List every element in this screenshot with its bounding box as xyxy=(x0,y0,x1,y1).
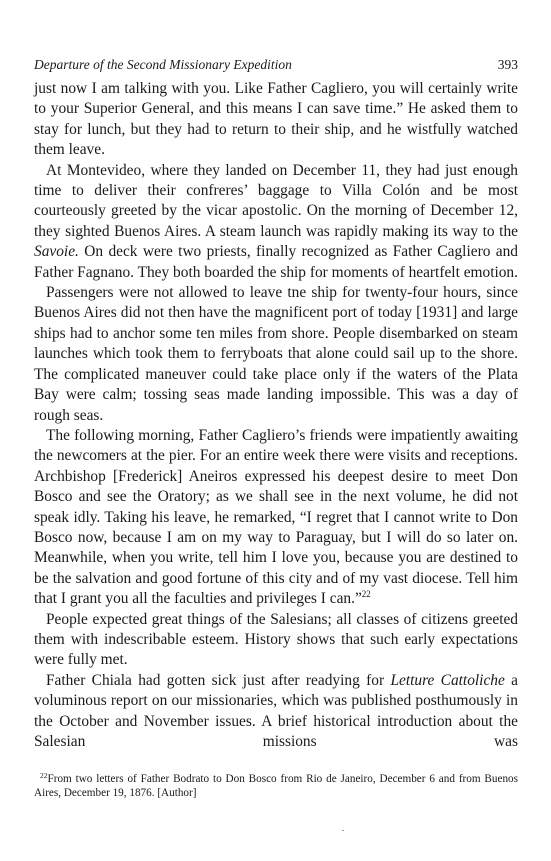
paragraph-3-text: Passengers were not allowed to leave tne ship for twenty-four hours, since Buenos Aires did not then have the magnificent port of today [1931] and large ships had to anchor some ten miles from shore. People disembarked on steam launches which took them to ferryboats that alone could sail up to the shore. The complicated maneuver could take place only if the waters of the Plata Bay were calm; tossing seas made landing impossible. This was a day of rough seas. xyxy=(34,284,518,424)
footnote-text: From two letters of Father Bodrato to Don Bosco from Rio de Janeiro, December 6 and from Buenos Aires, December 19, 1876. [Author] xyxy=(34,773,518,799)
running-head xyxy=(34,57,518,73)
body-text xyxy=(34,79,518,752)
paragraph-2-text-b: On deck were two priests, finally recognized as Father Cagliero and Father Fagnano. They both boarded the ship for moments of heartfelt emotion. xyxy=(34,243,518,281)
footnote-reference: 22 xyxy=(361,589,371,600)
page-number: 393 xyxy=(497,57,518,72)
running-title: Departure of the Second Missionary Expedition xyxy=(34,57,292,72)
footnote xyxy=(34,772,518,800)
footnote-mark: 22 xyxy=(40,771,48,780)
paragraph-1-text: just now I am talking with you. Like Father Cagliero, you will certainly write to your Superior General, and this means I can save time.” He asked them to stay for lunch, but they had to return to their ship, and he wistfully watched them leave. xyxy=(34,80,518,159)
paragraph-6 xyxy=(34,671,518,753)
paragraph-2-text-a: At Montevideo, where they landed on December 11, they had just enough time to deliver their confreres’ baggage to Villa Colón and be most courteously greeted by the vicar apostolic. On the morning of December 12, they sighted Buenos Aires. A steam launch was rapidly making its way to the xyxy=(34,161,518,240)
paragraph-6-text-a: Father Chiala had gotten sick just after readying for xyxy=(46,671,391,689)
ship-name: Savoie. xyxy=(34,243,79,261)
paragraph-4-text: The following morning, Father Cagliero’s friends were impatiently awaiting the newcomers at the pier. For an entire week there were visits and receptions. Archbishop [Frederick] Aneiros expressed his deepest desire to meet Don Bosco and see the Oratory; as we shall see in the next volume, he did not speak idly. Taking his leave, he remarked, “I regret that I cannot write to Don Bosco now, because I am on my way to Paraguay, but I will do so later on. Meanwhile, when you write, tell him I love you, because you are destined to be the salvation and good fortune of this city and of my vast diocese. Tell him that I grant you all the faculties and privileges I can.” xyxy=(34,426,518,608)
paragraph-4 xyxy=(34,426,518,610)
paragraph-1 xyxy=(34,79,518,161)
paragraph-3 xyxy=(34,283,518,426)
publication-title: Letture Cattoliche xyxy=(390,671,505,689)
page-speck xyxy=(342,830,344,831)
paragraph-6-text-b: a voluminous report on our missionaries, which was published posthumously in the October and November issues. A brief historical introduction about the Salesian missions was xyxy=(34,671,519,750)
paragraph-5 xyxy=(34,610,518,671)
paragraph-2 xyxy=(34,161,518,283)
paragraph-5-text: People expected great things of the Salesians; all classes of citizens greeted them with indescribable esteem. History shows that such early expectations were fully met. xyxy=(34,610,518,669)
